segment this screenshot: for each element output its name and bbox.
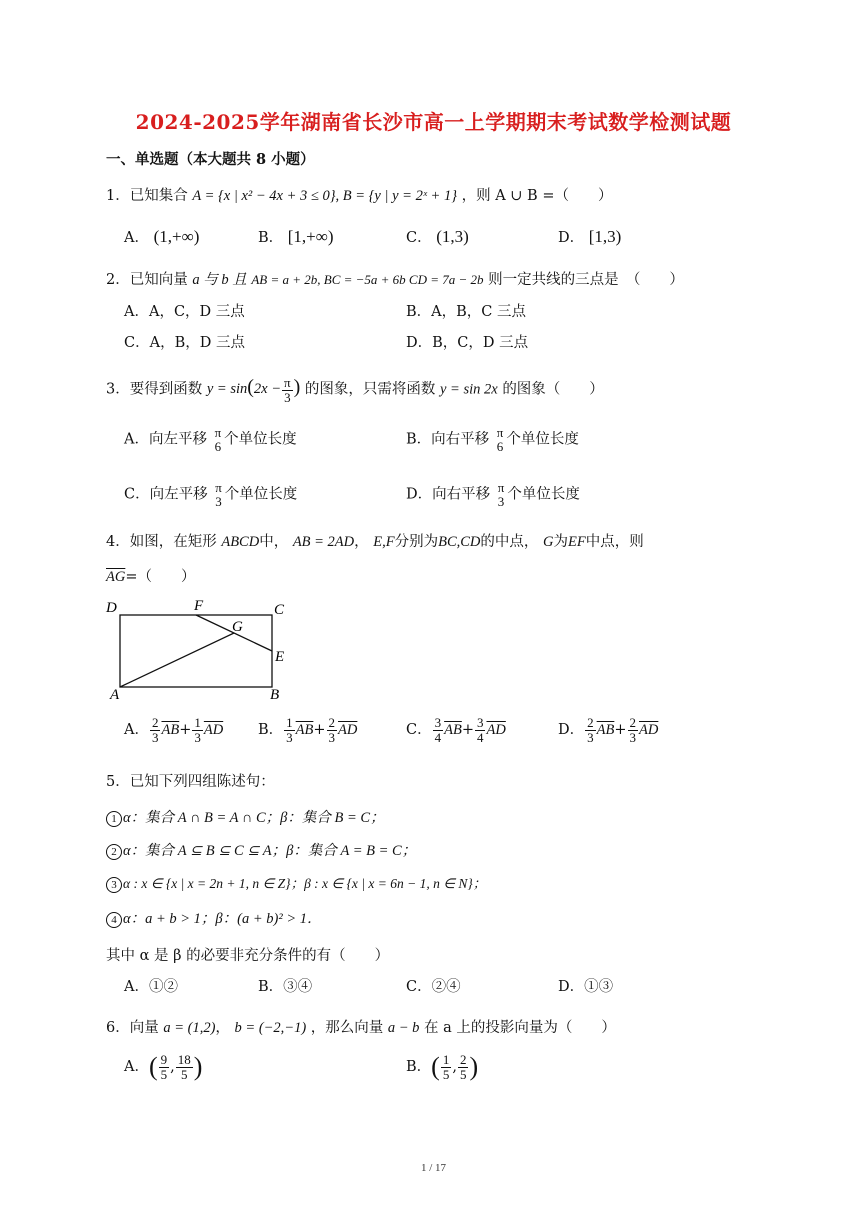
q3-option-d[interactable]: D．向右平移 π 3 个单位长度 (406, 480, 580, 509)
q5-option-c[interactable]: C．②④ (406, 979, 461, 995)
label-g: G (232, 619, 243, 635)
question-4: 4．如图，在矩形 ABCD中， AB = 2AD， E,F分别为BC,CD的中点， G为EF中点，则 (106, 534, 644, 550)
q2-option-b[interactable]: B．A，B，C 三点 (406, 304, 526, 320)
q5-statement-3: 3 α : x ∈ {x | x = 2n + 1, n ∈ Z}；β : x ∈ {x | x = 6n − 1, n ∈ N}； (106, 872, 486, 893)
q2-option-c[interactable]: C．A，B，D 三点 (124, 335, 245, 351)
label-f: F (194, 598, 204, 614)
q5-statement-4: 4 α：a + b > 1；β：(a + b)² > 1． (106, 907, 321, 928)
segment-ag (120, 633, 234, 687)
q1-option-d[interactable]: D． [1,3) (558, 227, 622, 246)
label-b: B (270, 687, 280, 703)
q4-option-d[interactable]: D． $\frac{2}{3}$ $\overline{AB}+$ $\frac{2}{3}$ $\overline{AD}$ (558, 715, 659, 745)
question-3: 3．要得到函数 y = sin(2x − $\frac{\pi}{3}$ ) 的图象，只需将函数 y = sin 2x 的图象（ ） (106, 375, 604, 405)
page-number: 1 / 17 (420, 1162, 447, 1174)
q4-option-b[interactable]: B． $\frac{1}{3}$ $\overline{AB}+$ $\frac{2}{3}$ $\overline{AD}$ (258, 715, 358, 745)
label-c: C (274, 602, 285, 618)
question-6: 6．向量 a = (1,2)， b = (−2,−1) ，那么向量 a − b 在 a 上的投影向量为（ ） (106, 1020, 616, 1036)
question-4-line-2: $\overline{AG}=$（ ） (106, 569, 196, 585)
question-5: 5．已知下列四组陈述句： (106, 774, 275, 790)
q5-option-a[interactable]: A．①② (124, 979, 178, 995)
label-d: D (106, 600, 117, 616)
q6-option-a[interactable]: A．( $\frac{9}{5}$ , $\frac{18}{5}$ ) (124, 1051, 203, 1082)
q5-statement-2: 2 α：集合 A ⊆ B ⊆ C ⊆ A；β：集合 A = B = C； (106, 839, 416, 860)
q3-source-function: y = sin 2x (440, 381, 498, 398)
q1-sets: A = {x | x² − 4x + 3 ≤ 0}, B = {y | y = 2ˣ + 1} (192, 188, 457, 204)
q5-statement-1: 1 α：集合 A ∩ B = A ∩ C；β：集合 B = C； (106, 806, 385, 827)
question-2: 2．已知向量 a 与 b 且 AB = a + 2b, BC = −5a + 6b CD = 7a − 2b 则一定共线的三点是 （ ） (106, 272, 684, 288)
q3-target-function: y = sin(2x − $\frac{\pi}{3}$ ) (206, 375, 301, 405)
q2-option-a[interactable]: A．A，C，D 三点 (124, 304, 245, 320)
q5-question: 其中 α 是 β 的必要非充分条件的有（ ） (106, 948, 390, 964)
label-e: E (275, 649, 285, 665)
label-a: A (110, 687, 120, 703)
q3-option-c[interactable]: C．向左平移 π 3 个单位长度 (124, 480, 298, 509)
q5-option-b[interactable]: B．③④ (258, 979, 313, 995)
page-title: 2024-2025学年湖南省长沙市高一上学期期末考试数学检测试题 (135, 110, 732, 134)
rectangle-figure (100, 595, 300, 705)
q5-option-d[interactable]: D．①③ (558, 979, 614, 995)
question-1: 1．已知集合 A = {x | x² − 4x + 3 ≤ 0}, B = {y | y = 2ˣ + 1} ，则 A ∪ B =（ ） (106, 188, 613, 204)
section-heading: 一、单选题（本大题共 8 小题） (106, 151, 315, 168)
q4-option-a[interactable]: A． $\frac{2}{3}$ $\overline{AB}+$ $\frac{1}{3}$ $\overline{AD}$ (124, 715, 224, 745)
q1-option-c[interactable]: C． (1,3) (406, 227, 469, 246)
q3-option-b[interactable]: B．向右平移 π 6 个单位长度 (406, 425, 579, 454)
q4-option-c[interactable]: C． $\frac{3}{4}$ $\overline{AB}+$ $\frac{3}{4}$ $\overline{AD}$ (406, 715, 506, 745)
q1-option-a[interactable]: A． (1,+∞) (124, 227, 200, 246)
q3-option-a[interactable]: A．向左平移 π 6 个单位长度 (124, 425, 297, 454)
q2-option-d[interactable]: D．B，C，D 三点 (406, 335, 529, 351)
q6-option-b[interactable]: B．( $\frac{1}{5}$ , $\frac{2}{5}$ ) (406, 1051, 479, 1082)
q1-option-b[interactable]: B． [1,+∞) (258, 227, 334, 246)
